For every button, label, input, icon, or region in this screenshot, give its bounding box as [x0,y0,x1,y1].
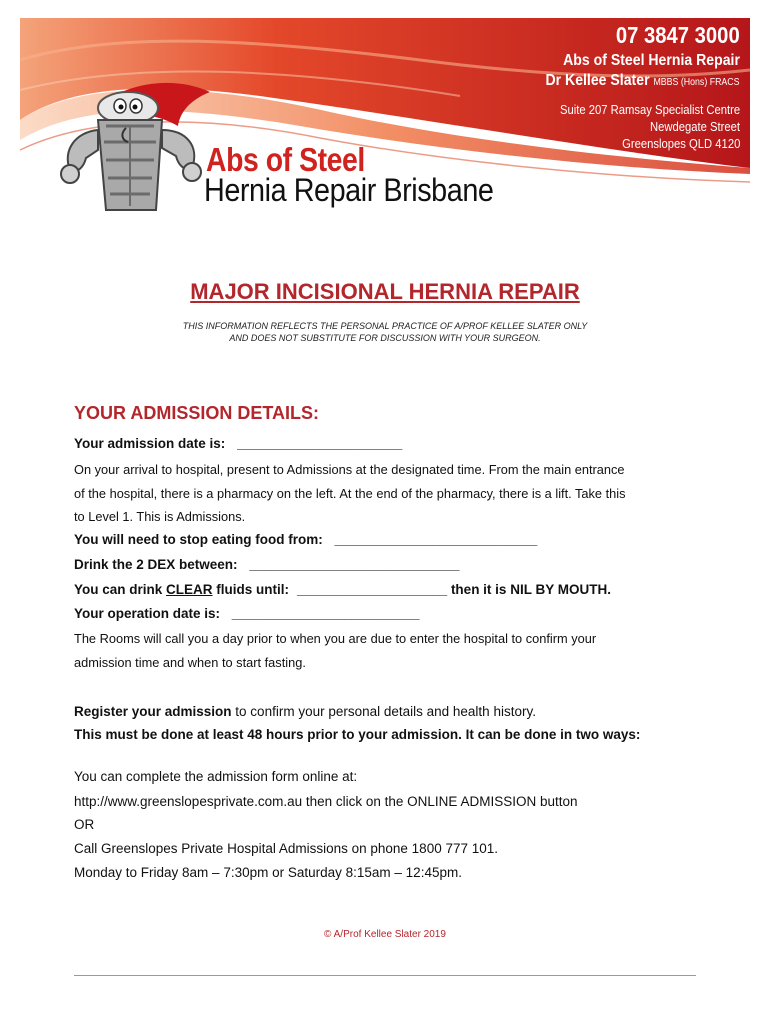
doctor-qualifications: MBBS (Hons) FRACS [653,77,740,88]
letterhead-banner [0,0,770,240]
clear-fluids-row [74,582,704,597]
admission-date-row [74,436,704,451]
phone-number: 07 3847 3000 [616,22,740,48]
arrival-instructions-line-2: of the hospital, there is a pharmacy on the left. At the end of the pharmacy, there is a lift. Take this [74,486,626,501]
stop-eating-row [74,532,704,547]
admission-date-blank: ______________________ [237,436,403,451]
stop-eating-blank: ___________________________ [334,532,538,547]
operation-date-row [74,606,704,621]
admission-date-label: Your admission date is: [74,436,226,451]
arrival-instructions-line-3: to Level 1. This is Admissions. [74,509,246,524]
clear-fluids-label-start: You can drink [74,582,167,597]
rooms-call-line-1: The Rooms will call you a day prior to when you are due to enter the hospital to confirm your [74,631,597,646]
online-form-intro: You can complete the admission form online at: [74,769,358,784]
section-heading: YOUR ADMISSION DETAILS: [74,403,320,423]
practice-name: Abs of Steel Hernia Repair [563,52,740,69]
address-line-2: Newdegate Street [649,120,740,134]
page-title: MAJOR INCISIONAL HERNIA REPAIR [190,279,580,304]
clear-word: CLEAR [166,582,213,597]
dex-label: Drink the 2 DEX between: [74,557,238,572]
copyright-footer: © A/Prof Kellee Slater 2019 [324,929,446,940]
online-admission-link[interactable]: http://www.greenslopesprivate.com.au then click on the ONLINE ADMISSION button [74,794,578,809]
rooms-call-line-2: admission time and when to start fasting. [74,655,306,670]
brand-logo-abs-of-steel: Abs of Steel [206,141,365,178]
dex-blank: ____________________________ [249,557,460,572]
or-separator: OR [74,817,95,832]
footer-divider [74,975,696,976]
address-line-3: Greenslopes QLD 4120 [621,137,740,151]
clear-fluids-label-end: fluids until: [212,582,290,597]
doctor-name [546,72,740,90]
nil-by-mouth-text: then it is NIL BY MOUTH. [447,582,611,597]
phone-admissions-text: Call Greenslopes Private Hospital Admissions on phone 1800 777 101. [74,841,499,856]
disclaimer [0,320,770,344]
48-hours-notice: This must be done at least 48 hours prior to your admission. It can be done in two ways: [74,727,641,742]
disclaimer-line-1: THIS INFORMATION REFLECTS THE PERSONAL PRACTICE OF A/PROF KELLEE SLATER ONLY [182,321,588,331]
register-admission-rest: to confirm your personal details and health history. [231,704,536,719]
operation-date-blank: _________________________ [231,606,420,621]
doctor-name-text: Dr Kellee Slater [545,72,651,89]
clear-fluids-blank: ____________________ [297,582,448,597]
muscle-bin-mascot-icon [40,70,230,230]
operation-date-label: Your operation date is: [74,606,221,621]
dex-row [74,557,704,572]
office-hours-text: Monday to Friday 8am – 7:30pm or Saturday 8:15am – 12:45pm. [74,865,462,880]
register-admission-bold: Register your admission [74,704,232,719]
brand-logo-subtitle: Hernia Repair Brisbane [204,172,494,208]
stop-eating-label: You will need to stop eating food from: [74,532,323,547]
disclaimer-line-2: AND DOES NOT SUBSTITUTE FOR DISCUSSION WITH YOUR SURGEON. [229,333,541,343]
address-line-1: Suite 207 Ramsay Specialist Centre [559,103,740,117]
arrival-instructions-line-1: On your arrival to hospital, present to Admissions at the designated time. From the main entrance [74,462,625,477]
register-admission-row [74,704,704,719]
